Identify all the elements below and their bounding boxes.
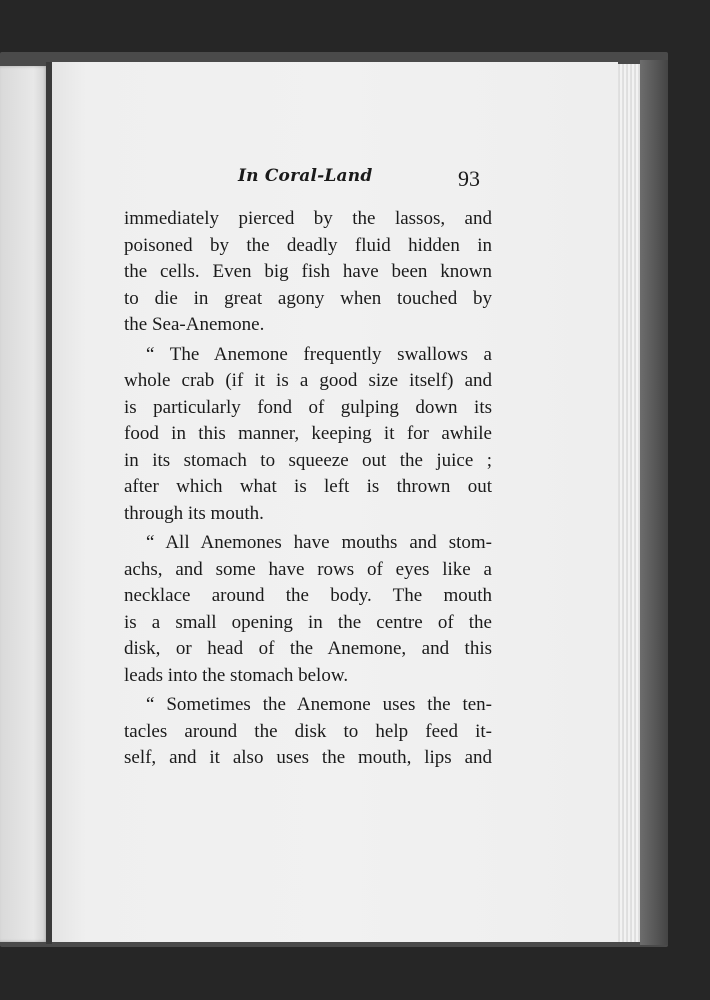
running-head-title: In Coral-Land (238, 166, 373, 186)
book-page (52, 62, 618, 942)
text-line: food in this manner, keeping it for awhile (124, 423, 492, 444)
paragraph (124, 692, 492, 772)
text-line: the cells. Even big fish have been known (124, 261, 492, 282)
text-line: immediately pierced by the lassos, and (124, 208, 492, 229)
text-line: in its stomach to squeeze out the juice ; (124, 449, 492, 471)
running-head (52, 166, 618, 194)
cover-edge (640, 60, 668, 945)
page-number: 93 (458, 166, 480, 191)
text-line: to die in great agony when touched by (124, 287, 492, 309)
text-line: achs, and some have rows of eyes like a (124, 558, 492, 580)
text-line: necklace around the body. The mouth (124, 585, 492, 606)
text-line: poisoned by the deadly fluid hidden in (124, 234, 492, 256)
text-line: is a small opening in the centre of the (124, 611, 492, 633)
text-line: is particularly fond of gulping down its (124, 396, 492, 418)
paragraph (124, 530, 492, 689)
paragraph (124, 342, 492, 528)
paragraph (124, 206, 492, 339)
text-line: disk, or head of the Anemone, and this (124, 638, 492, 659)
text-line: leads into the stomach below. (124, 664, 349, 686)
text-line: after which what is left is thrown out (124, 476, 492, 497)
text-line: “ Sometimes the Anemone uses the ten- (146, 694, 492, 715)
text-line: tacles around the disk to help feed it- (124, 720, 492, 742)
text-line: “ All Anemones have mouths and stom- (146, 532, 492, 553)
body-text (124, 206, 492, 772)
text-line: “ The Anemone frequently swallows a (146, 343, 492, 365)
text-line: whole crab (if it is a good size itself) and (124, 370, 492, 391)
text-line: through its mouth. (124, 502, 264, 524)
text-line: the Sea-Anemone. (124, 314, 265, 335)
previous-page (0, 66, 48, 942)
text-line: self, and it also uses the mouth, lips and (124, 747, 492, 768)
